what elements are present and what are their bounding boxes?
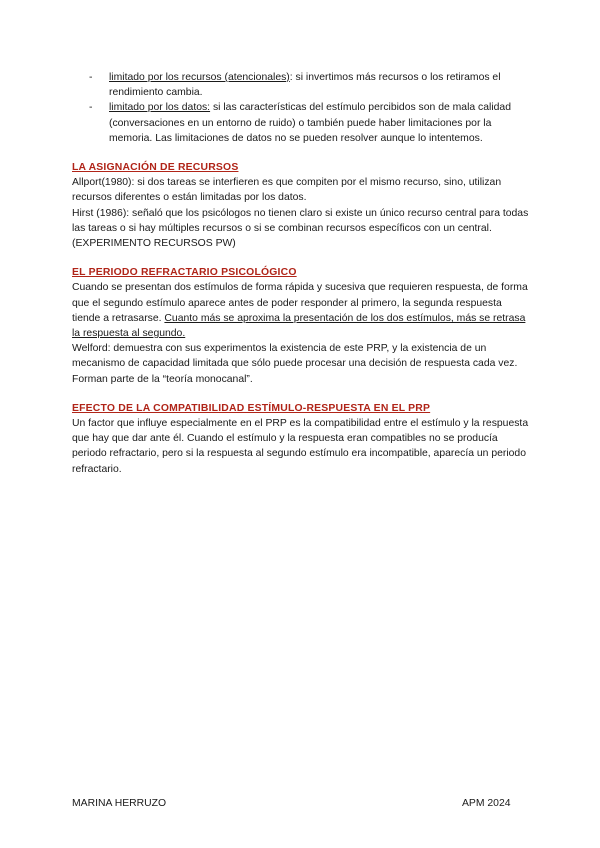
list-item-term: limitado por los datos: — [109, 102, 211, 114]
paragraph — [72, 280, 532, 341]
bullet-dash: - — [89, 72, 93, 83]
paragraph: Un factor que influye especialmente en el PRP es la compatibilidad entre el estímulo y la respuesta que hay que dar ante él. Cuando el estímulo y la respuesta eran compatibles no se producía periodo refractario, pero si la respuesta al segundo estímulo era incompatible, aparecía un periodo refractario. — [72, 418, 529, 475]
paragraph: Welford: demuestra con sus experimentos la existencia de este PRP, y la existencia de un mecanismo de capacidad limitada que sólo puede procesar una decisión de respuesta cada vez. Forman parte de la “teoría monocanal”. — [72, 343, 518, 385]
section-resource-allocation — [72, 160, 532, 251]
paragraph: Hirst (1986): señaló que los psicólogos no tienen claro si existe un único recurso central para todas las tareas o si hay múltiples recursos o si se combinan recursos específicos con un central. — [72, 207, 529, 234]
section-compatibility-effect — [72, 401, 532, 477]
section-heading: LA ASIGNACIÓN DE RECURSOS — [72, 162, 239, 174]
underlined-text: Cuanto más se aproxima la presentación de los dos estímulos, más se retrasa la respuesta al segundo. — [72, 312, 526, 340]
list-item-text: si las características del estímulo percibidos son de mala calidad (conversaciones en un entorno de ruido) o también puede haber limitaciones por la memoria. Las limitaciones de datos no se pueden resolver aunque lo intentemos. — [109, 102, 511, 144]
section-heading: EFECTO DE LA COMPATIBILIDAD ESTÍMULO-RESPUESTA EN EL PRP — [72, 402, 431, 414]
page-content — [72, 70, 532, 477]
list-item — [72, 100, 532, 146]
section-refractory-period — [72, 265, 532, 387]
bullet-dash: - — [89, 102, 93, 114]
paragraph-text: Cuando se presentan dos estímulos de forma rápida y sucesiva que requieren respuesta, de forma que el segundo estímulo aparece antes de poder responder al primero, la segunda respuesta tiende a retrasarse. — [72, 282, 528, 324]
list-item-term: limitado por los recursos (atencionales) — [109, 72, 290, 83]
limitation-list — [72, 70, 532, 146]
footer-author: MARINA HERRUZO — [72, 798, 167, 809]
paragraph: Allport(1980): si dos tareas se interfieren es que compiten por el mismo recurso, sino, utilizan recursos diferentes o están limitadas por los datos. — [72, 177, 502, 204]
paragraph: (EXPERIMENTO RECURSOS PW) — [72, 238, 236, 250]
footer-course: APM 2024 — [462, 798, 511, 809]
list-item — [72, 70, 532, 100]
list-item-text: : si invertimos más recursos o los retiramos el rendimiento cambia. — [109, 72, 501, 99]
section-heading: EL PERIODO REFRACTARIO PSICOLÓGICO — [72, 267, 297, 279]
